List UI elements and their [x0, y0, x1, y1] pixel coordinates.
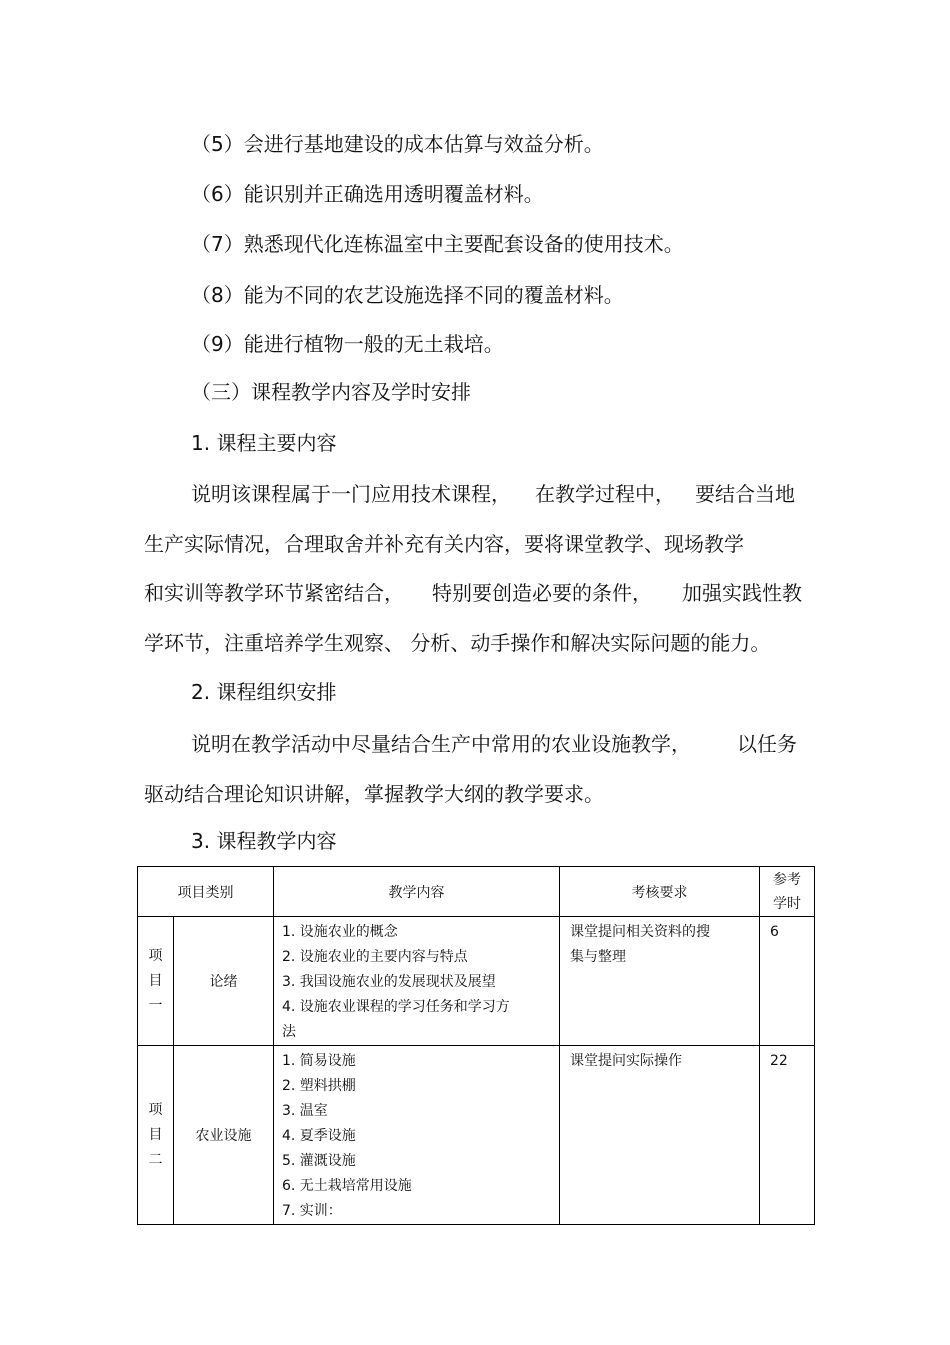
sub1-line3-part-a: 和实训等教学环节紧密结合， [144, 581, 404, 605]
sub1-line1-part-b: 在教学过程中， [535, 482, 675, 506]
header-hours-line-1: 参考 [773, 871, 801, 888]
category-cell: 论绪 [174, 917, 274, 1046]
project-char: 项 [148, 1101, 163, 1118]
requirement-line: 课堂提问实际操作 [570, 1053, 682, 1069]
content-item: 3. 我国设施农业的发展现状及展望 [282, 974, 496, 990]
ability-item-7: （7）熟悉现代化连栋温室中主要配套设备的使用技术。 [191, 232, 684, 256]
content-item: 2. 塑料拱棚 [282, 1078, 356, 1094]
course-content-table [137, 866, 815, 1225]
sub2-paragraph-line-2: 驱动结合理论知识讲解，掌握教学大纲的教学要求。 [144, 782, 604, 806]
category-cell: 农业设施 [174, 1046, 274, 1225]
sub1-paragraph-line-4: 学环节，注重培养学生观察、 分析、动手操作和解决实际问题的能力。 [144, 631, 771, 655]
sub1-paragraph-line-1 [191, 482, 795, 506]
project-char: 二 [148, 1151, 163, 1168]
content-item: 5. 灌溉设施 [282, 1153, 356, 1169]
content-item: 6. 无土栽培常用设施 [282, 1178, 412, 1194]
requirement-line: 课堂提问相关资料的搜 [570, 924, 710, 940]
section-heading: （三）课程教学内容及学时安排 [191, 380, 471, 404]
ability-item-8: （8）能为不同的农艺设施选择不同的覆盖材料。 [191, 283, 624, 307]
sub1-line1-part-a: 说明该课程属于一门应用技术课程， [191, 482, 511, 506]
content-item: 2. 设施农业的主要内容与特点 [282, 949, 468, 965]
sub2-line1-part-b: 以任务 [737, 732, 797, 756]
content-item: 法 [282, 1024, 296, 1040]
project-label [138, 1046, 174, 1225]
sub1-paragraph-line-3 [144, 581, 802, 605]
header-content: 教学内容 [274, 867, 560, 917]
requirement-cell [560, 917, 760, 1046]
table-row [138, 917, 815, 1046]
sub1-line3-part-b: 特别要创造必要的条件， [432, 581, 652, 605]
requirement-cell [560, 1046, 760, 1225]
content-item: 1. 设施农业的概念 [282, 924, 398, 940]
project-char: 项 [148, 947, 163, 964]
sub2-heading: 2. 课程组织安排 [191, 680, 337, 704]
header-category: 项目类别 [138, 867, 274, 917]
project-char: 目 [148, 972, 163, 989]
table-header-row [138, 867, 815, 917]
sub1-heading: 1. 课程主要内容 [191, 431, 337, 455]
content-cell [274, 917, 560, 1046]
sub2-paragraph-line-1 [191, 732, 797, 756]
sub2-line1-part-a: 说明在教学活动中尽量结合生产中常用的农业设施教学， [191, 732, 691, 756]
project-char: 目 [148, 1126, 163, 1143]
ability-item-5: （5）会进行基地建设的成本估算与效益分析。 [191, 132, 604, 156]
ability-item-6: （6）能识别并正确选用透明覆盖材料。 [191, 182, 544, 206]
hours-cell: 6 [760, 917, 815, 1046]
header-hours-line-2: 学时 [773, 895, 801, 912]
project-label [138, 917, 174, 1046]
project-char: 一 [148, 997, 163, 1014]
content-item: 7. 实训： [282, 1203, 342, 1219]
content-item: 3. 温室 [282, 1103, 328, 1119]
requirement-line: 集与整理 [570, 949, 626, 965]
ability-item-9: （9）能进行植物一般的无土栽培。 [191, 332, 504, 356]
sub1-paragraph-line-2: 生产实际情况，合理取舍并补充有关内容，要将课堂教学、现场教学 [144, 532, 744, 556]
header-requirement: 考核要求 [560, 867, 760, 917]
header-hours [760, 867, 815, 917]
content-item: 4. 设施农业课程的学习任务和学习方 [282, 999, 510, 1015]
table-row [138, 1046, 815, 1225]
sub1-line1-part-c: 要结合当地 [695, 482, 795, 506]
content-cell [274, 1046, 560, 1225]
hours-cell: 22 [760, 1046, 815, 1225]
content-item: 4. 夏季设施 [282, 1128, 356, 1144]
sub1-line3-part-c: 加强实践性教 [682, 581, 802, 605]
sub3-heading: 3. 课程教学内容 [191, 829, 337, 853]
content-item: 1. 简易设施 [282, 1053, 356, 1069]
